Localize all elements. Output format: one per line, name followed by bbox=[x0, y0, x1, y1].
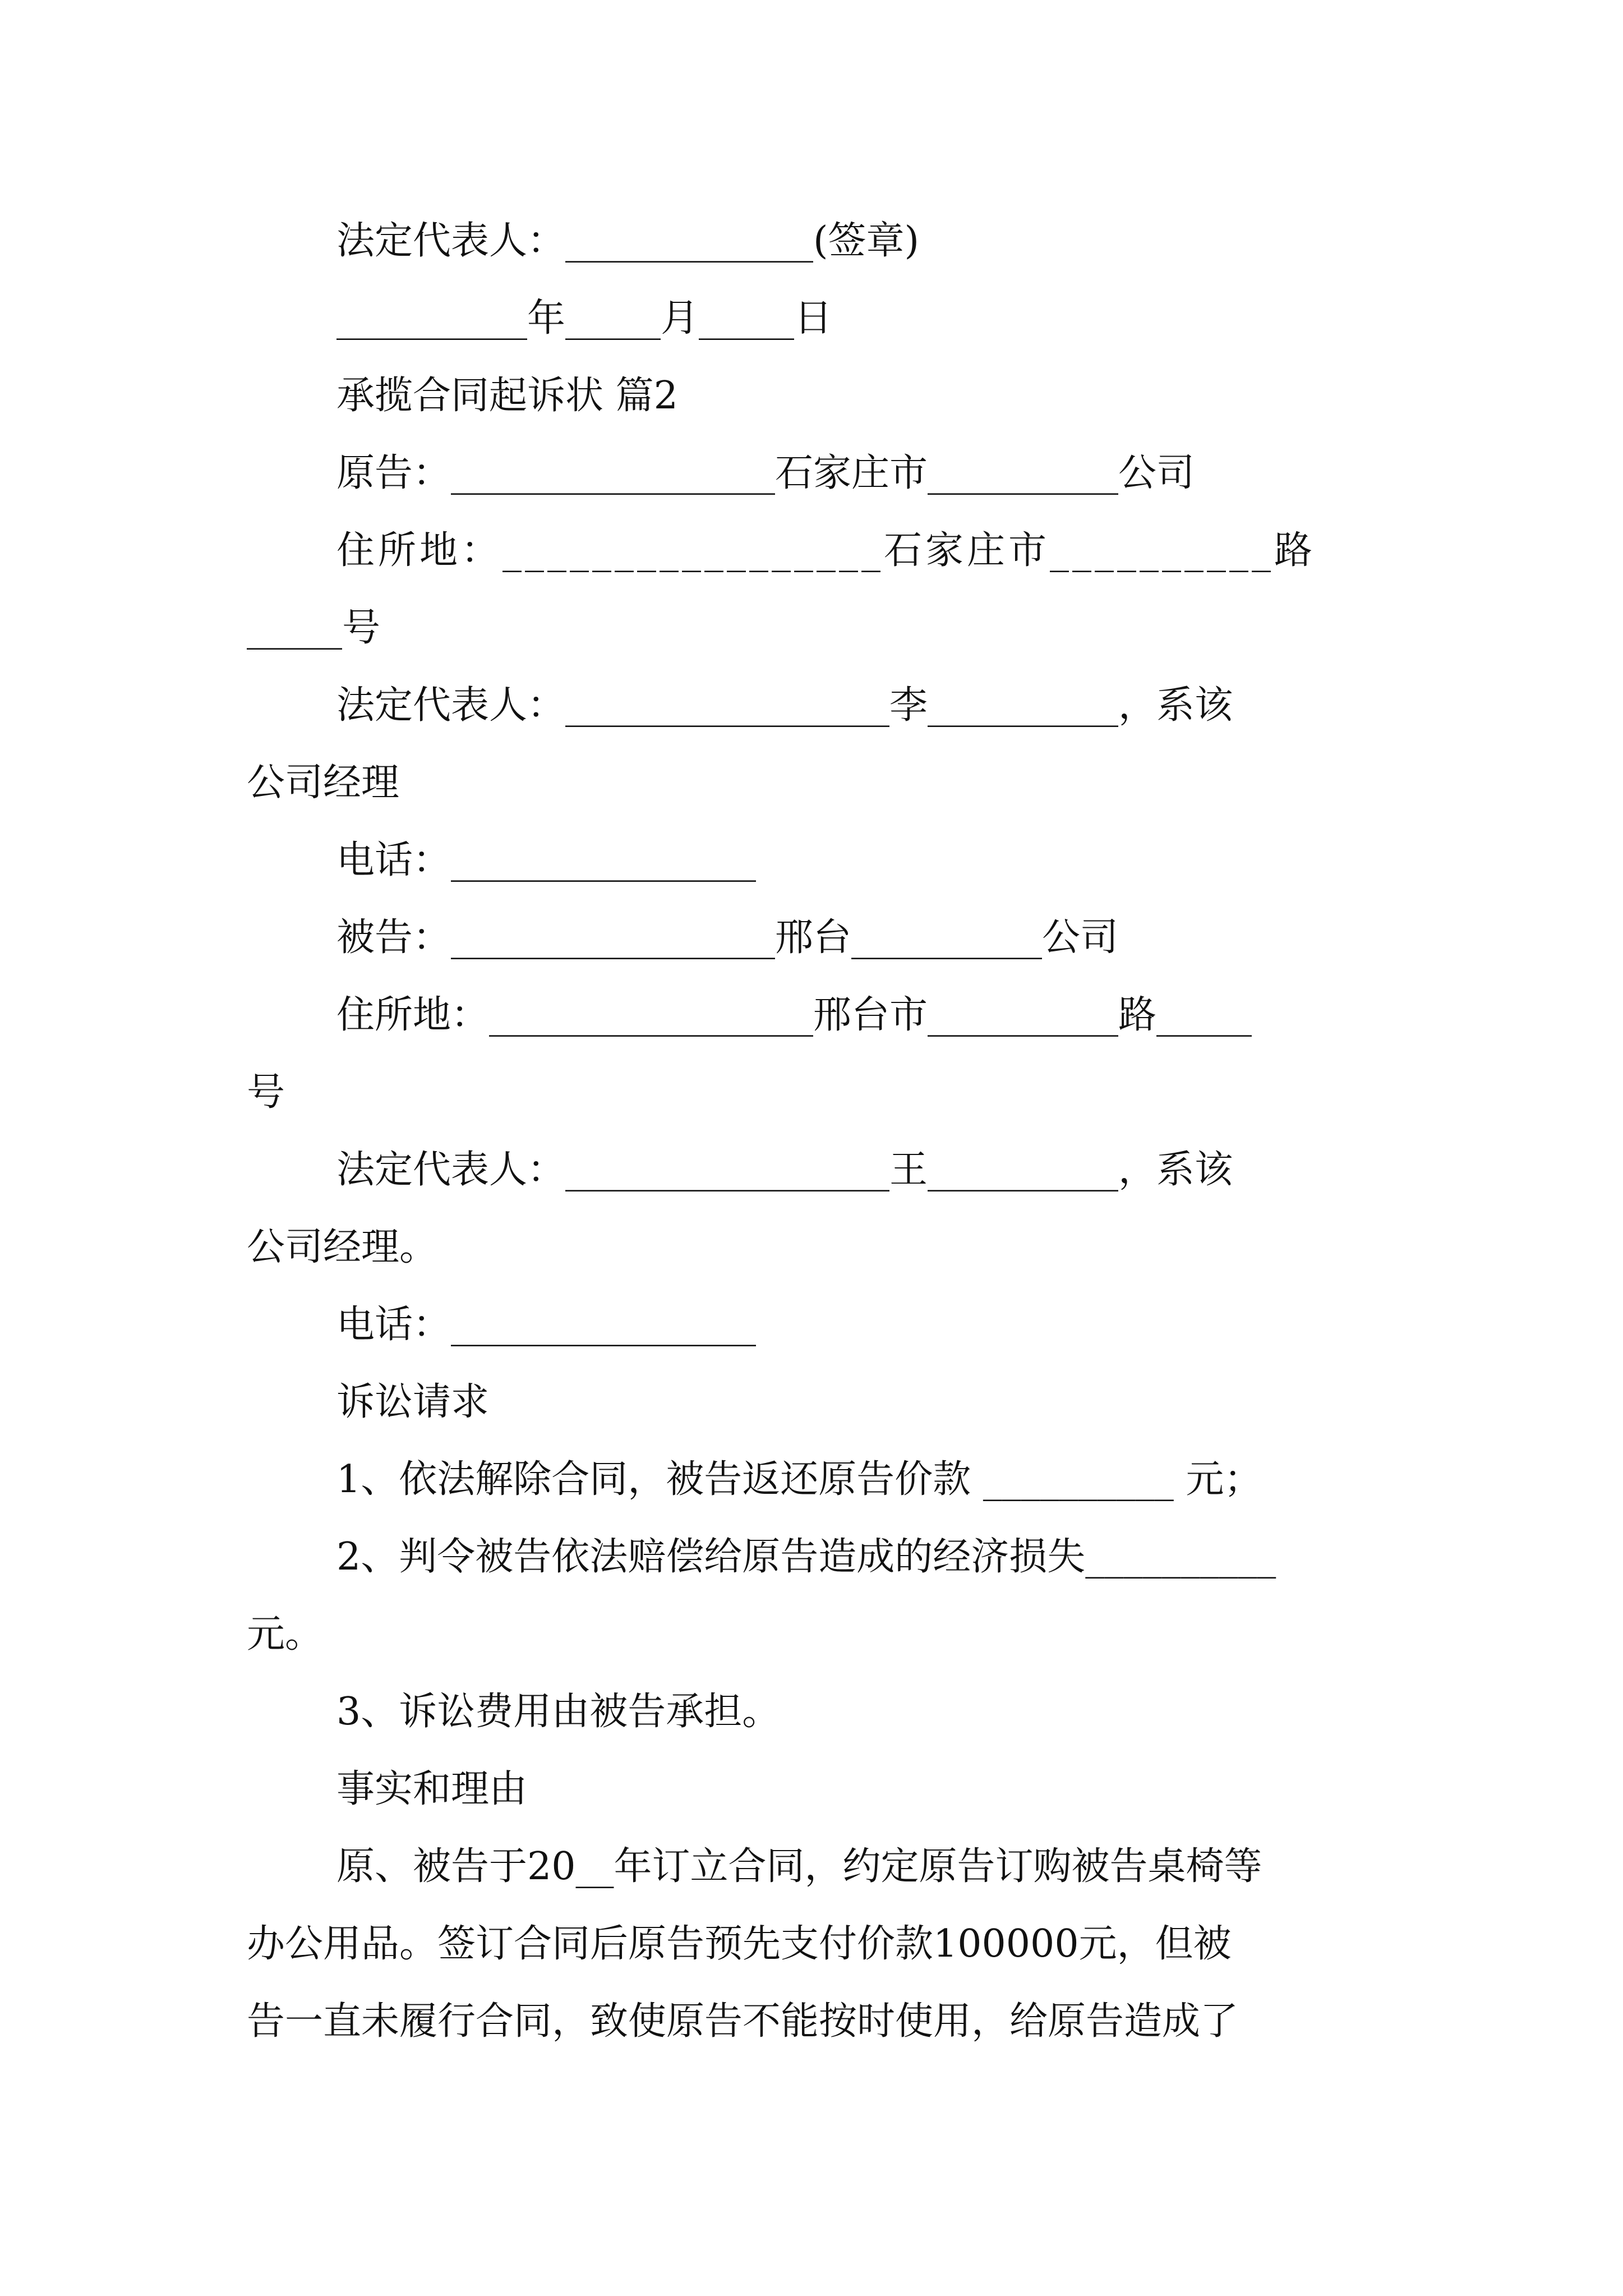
doc-line-plaintiff-rep-cont: 公司经理 bbox=[247, 761, 400, 805]
doc-line-facts-heading: 事实和理由 bbox=[336, 1767, 528, 1811]
doc-line-defendant-rep: 法定代表人：_________________王__________，系该 bbox=[336, 1148, 1233, 1192]
doc-line-plaintiff-rep: 法定代表人：_________________李__________，系该 bbox=[336, 683, 1233, 728]
doc-line-defendant-address: 住所地：_________________邢台市__________路_____ bbox=[336, 993, 1252, 1037]
doc-line-defendant: 被告：_________________邢台__________公司 bbox=[336, 915, 1119, 960]
doc-line-plaintiff-address: 住所地：_________________石家庄市__________路 bbox=[336, 528, 1316, 573]
doc-line-defendant-rep-cont: 公司经理。 bbox=[247, 1225, 438, 1269]
doc-line-plaintiff-phone: 电话：________________ bbox=[336, 838, 757, 882]
doc-line-claims-heading: 诉讼请求 bbox=[336, 1380, 490, 1424]
doc-line-facts-1: 原、被告于20__年订立合同，约定原告订购被告桌椅等 bbox=[336, 1844, 1262, 1889]
doc-line-facts-2: 办公用品。签订合同后原告预先支付价款100000元，但被 bbox=[247, 1922, 1232, 1966]
doc-line-facts-3: 告一直未履行合同，致使原告不能按时使用，给原告造成了 bbox=[247, 1999, 1239, 2044]
doc-line-claim-2: 2、判令被告依法赔偿给原告造成的经济损失__________ bbox=[336, 1535, 1276, 1579]
doc-line-claim-2-cont: 元。 bbox=[247, 1612, 324, 1657]
doc-line-defendant-address-cont: 号 bbox=[247, 1070, 285, 1115]
doc-line-section-title: 承揽合同起诉状 篇2 bbox=[336, 374, 678, 418]
doc-line-date: __________年_____月_____日 bbox=[336, 296, 833, 341]
doc-line-claim-3: 3、诉讼费用由被告承担。 bbox=[336, 1690, 781, 1734]
doc-line-claim-1: 1、依法解除合同，被告返还原告价款 __________ 元； bbox=[336, 1457, 1262, 1502]
doc-line-plaintiff-address-cont: _____号 bbox=[247, 606, 381, 650]
doc-line-plaintiff: 原告：_________________石家庄市__________公司 bbox=[336, 451, 1195, 495]
doc-line-legal-rep-sign: 法定代表人：_____________(签章) bbox=[336, 219, 920, 263]
doc-line-defendant-phone: 电话：________________ bbox=[336, 1303, 757, 1347]
